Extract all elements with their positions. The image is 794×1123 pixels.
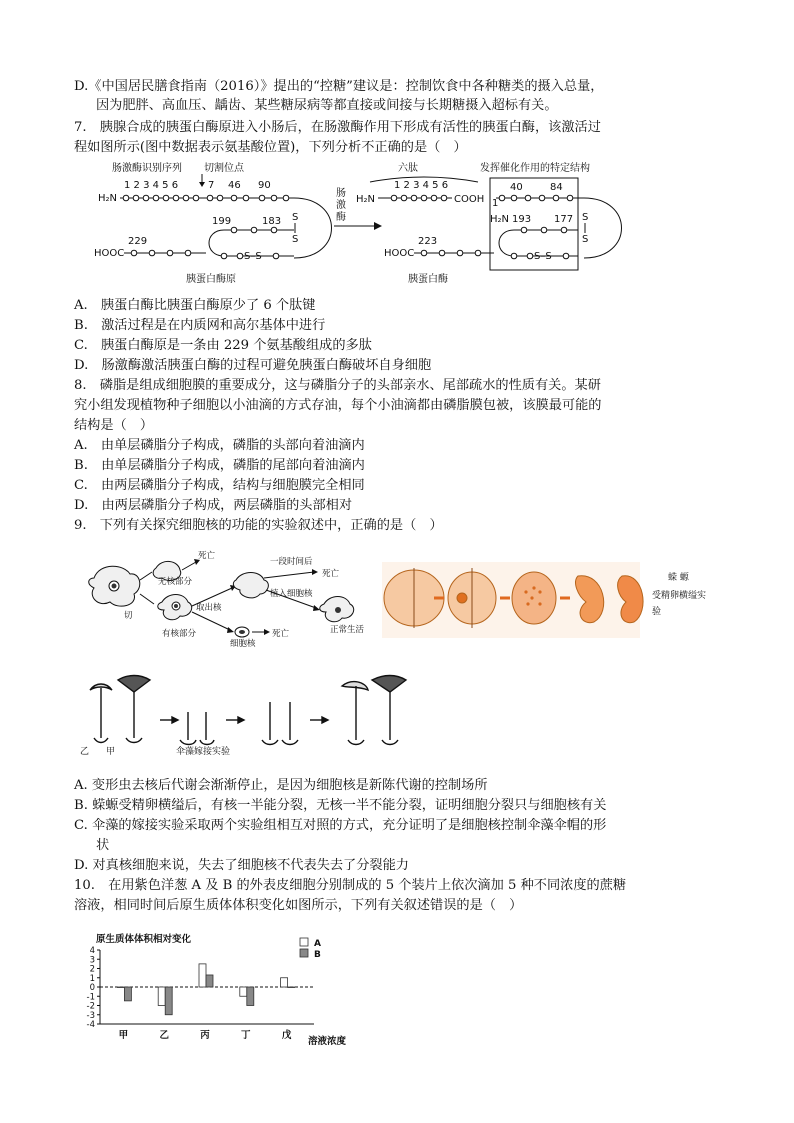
num-40: 40 <box>510 182 523 193</box>
left-h2n: H₂N <box>98 193 118 204</box>
q9-option-c: C. 伞藻的嫁接实验采取两个实验组相互对照的方式，充分证明了是细胞核控制伞藻伞帽的形 <box>74 818 607 833</box>
aceta-label-yi: 乙 <box>80 747 90 757</box>
q6-option-d-line2: 因为肥胖、高血压、龋齿、某些糖尿病等都直接或间接与长期糖摄入超标有关。 <box>96 98 558 113</box>
amoeba-label-remove: 取出核 <box>196 603 222 613</box>
right-cooh: COOH <box>454 194 485 205</box>
enzyme-char-3: 酶 <box>336 212 346 223</box>
x-tick-label: 戊 <box>281 1030 292 1041</box>
left-nums-1-6: 1 2 3 4 5 6 <box>124 180 179 191</box>
label-recognition-seq: 肠激酶识别序列 <box>112 163 182 174</box>
q7-option-a: A. 胰蛋白酶比胰蛋白酶原少了 6 个肽键 <box>74 298 316 313</box>
q8-option-b: B. 由单层磷脂分子构成，磷脂的尾部向着油滴内 <box>74 458 365 473</box>
bar-A-2 <box>158 987 165 1006</box>
legend-swatch-B <box>300 949 308 957</box>
x-tick-label: 乙 <box>159 1030 169 1041</box>
bar-A-4 <box>240 987 247 996</box>
q7-option-b: B. 激活过程是在内质网和高尔基体中进行 <box>74 318 326 333</box>
y-tick-label: 1 <box>89 973 95 984</box>
num-199: 199 <box>212 216 232 227</box>
q7-stem-line2: 程如图所示(图中数据表示氨基酸位置)，下列分析不正确的是（ ） <box>74 140 467 155</box>
y-tick-label: -2 <box>86 1001 95 1012</box>
amoeba-label-implant: 植入细胞核 <box>270 589 313 599</box>
q10-stem-line1: 10. 在用紫色洋葱 A 及 B 的外表皮细胞分别制成的 5 个装片上依次滴加 5 种不同浓度的蔗糖 <box>74 878 627 893</box>
amoeba-label-normal: 正常生活 <box>330 625 365 635</box>
amoeba-label-die-2: 死亡 <box>322 569 340 579</box>
label-cut-site: 切割位点 <box>204 163 244 174</box>
right-h2n: H₂N <box>356 194 376 205</box>
q8-stem-line2: 究小组发现植物种子细胞以小油滴的方式存油，每个小油滴都由磷脂膜包被，该膜最可能的 <box>74 398 602 413</box>
trypsin-activation-figure <box>94 158 654 288</box>
right-ss-bond: S–S <box>534 251 552 262</box>
q7-option-c: C. 胰蛋白酶原是一条由 229 个氨基酸组成的多肽 <box>74 338 372 353</box>
bar-B-3 <box>206 975 213 987</box>
left-s-top: S <box>292 212 299 223</box>
aceta-caption: 伞藻嫁接实验 <box>176 747 231 757</box>
protoplast-volume-chart <box>78 928 368 1050</box>
right-s-top: S <box>582 212 589 223</box>
amoeba-label-cut: 切 <box>124 611 133 621</box>
amoeba-label-after-time: 一段时间后 <box>270 557 313 567</box>
left-hooc: HOOC <box>94 248 125 259</box>
label-catalytic-structure: 发挥催化作用的特定结构 <box>480 163 590 174</box>
bar-A-1 <box>117 987 124 988</box>
amoeba-label-die-1: 死亡 <box>198 551 216 561</box>
right-s-bottom: S <box>582 234 589 245</box>
num-46: 46 <box>228 180 241 191</box>
right-hooc: HOOC <box>384 248 415 259</box>
amoeba-label-no-nucleus: 无核部分 <box>158 577 193 587</box>
q8-option-d: D. 由两层磷脂分子构成，两层磷脂的头部相对 <box>74 498 353 513</box>
bar-B-2 <box>165 987 172 1015</box>
q8-stem-line3: 结构是（ ） <box>74 418 154 433</box>
q6-option-d-line1: D.《中国居民膳食指南（2016）》提出的“控糖”建议是：控制饮食中各种糖类的摄入总量， <box>74 79 604 94</box>
x-tick-label: 甲 <box>118 1030 129 1041</box>
acetabularia-graft-figure <box>76 672 416 758</box>
legend-swatch-A <box>300 938 308 946</box>
x-tick-label: 丁 <box>241 1030 251 1041</box>
amoeba-label-nucleus: 细胞核 <box>230 639 256 649</box>
amoeba-label-with-nucleus: 有核部分 <box>162 629 197 639</box>
salamander-label-2: 受精卵横缢实 <box>652 591 707 601</box>
legend-label-B: B <box>314 950 321 960</box>
q8-stem-line1: 8. 磷脂是组成细胞膜的重要成分，这与磷脂分子的头部亲水、尾部疏水的性质有关。某研 <box>74 378 601 393</box>
enzyme-char-2: 激 <box>336 200 346 211</box>
right-nums-1-6: 1 2 3 4 5 6 <box>394 180 449 191</box>
y-tick-label: 2 <box>89 964 95 975</box>
q7-stem-line1: 7. 胰腺合成的胰蛋白酶原进入小肠后，在肠激酶作用下形成有活性的胰蛋白酶，该激活过 <box>74 120 601 135</box>
y-tick-label: -4 <box>86 1020 95 1030</box>
num-7: 7 <box>208 180 215 191</box>
aceta-label-jia: 甲 <box>106 747 116 757</box>
q7-option-d: D. 肠激酶激活胰蛋白酶的过程可避免胰蛋白酶破坏自身细胞 <box>74 358 432 373</box>
caption-trypsinogen: 胰蛋白酶原 <box>186 274 236 285</box>
bar-A-5 <box>281 978 288 987</box>
num-229: 229 <box>128 236 148 247</box>
q10-stem-line2: 溶液，相同时间后原生质体体积变化如图所示，下列有关叙述错误的是（ ） <box>74 898 523 913</box>
num-223: 223 <box>418 236 438 247</box>
num-193: 193 <box>512 214 532 225</box>
q8-option-a: A. 由单层磷脂分子构成，磷脂的头部向着油滴内 <box>74 438 365 453</box>
num-84: 84 <box>550 182 563 193</box>
enzyme-char-1: 肠 <box>336 188 346 199</box>
amoeba-label-die-3: 死亡 <box>272 629 290 639</box>
left-ss-bond: S–S <box>244 251 262 262</box>
y-tick-label: 3 <box>89 955 95 966</box>
q9-option-a: A. 变形虫去核后代谢会渐渐停止，是因为细胞核是新陈代谢的控制场所 <box>74 778 488 793</box>
y-tick-label: -3 <box>86 1010 95 1021</box>
num-1: 1 <box>492 198 499 209</box>
num-90: 90 <box>258 180 271 191</box>
y-tick-label: -1 <box>86 992 95 1003</box>
q9-option-b: B. 蝾螈受精卵横缢后，有核一半能分裂，无核一半不能分裂，证明细胞分裂只与细胞核有关 <box>74 798 607 813</box>
num-183: 183 <box>262 216 282 227</box>
q8-option-c: C. 由两层磷脂分子构成，结构与细胞膜完全相同 <box>74 478 365 493</box>
caption-trypsin: 胰蛋白酶 <box>408 274 448 285</box>
salamander-label-3: 验 <box>652 607 662 617</box>
num-177: 177 <box>554 214 574 225</box>
salamander-egg-figure <box>382 562 722 638</box>
amoeba-experiment-figure <box>84 548 374 652</box>
y-tick-label: 0 <box>89 983 95 993</box>
y-tick-label: 4 <box>89 946 95 956</box>
q9-option-c-cont: 状 <box>96 838 110 853</box>
bar-B-5 <box>288 987 295 988</box>
label-hexapeptide: 六肽 <box>398 163 418 174</box>
bar-B-4 <box>247 987 254 1006</box>
q9-option-d: D. 对真核细胞来说，失去了细胞核不代表失去了分裂能力 <box>74 858 409 873</box>
chart-xlabel: 溶液浓度 <box>308 1036 347 1047</box>
left-s-bottom: S <box>292 234 299 245</box>
q9-stem: 9. 下列有关探究细胞核的功能的实验叙述中，正确的是（ ） <box>74 518 443 533</box>
legend-label-A: A <box>314 939 321 949</box>
bar-B-1 <box>124 987 131 1001</box>
bar-A-3 <box>199 964 206 987</box>
chart-title: 原生质体体积相对变化 <box>96 934 192 945</box>
x-tick-label: 丙 <box>200 1030 210 1041</box>
salamander-label-1: 蝾 螈 <box>668 573 689 583</box>
right-h2n-inner: H₂N <box>490 214 510 225</box>
